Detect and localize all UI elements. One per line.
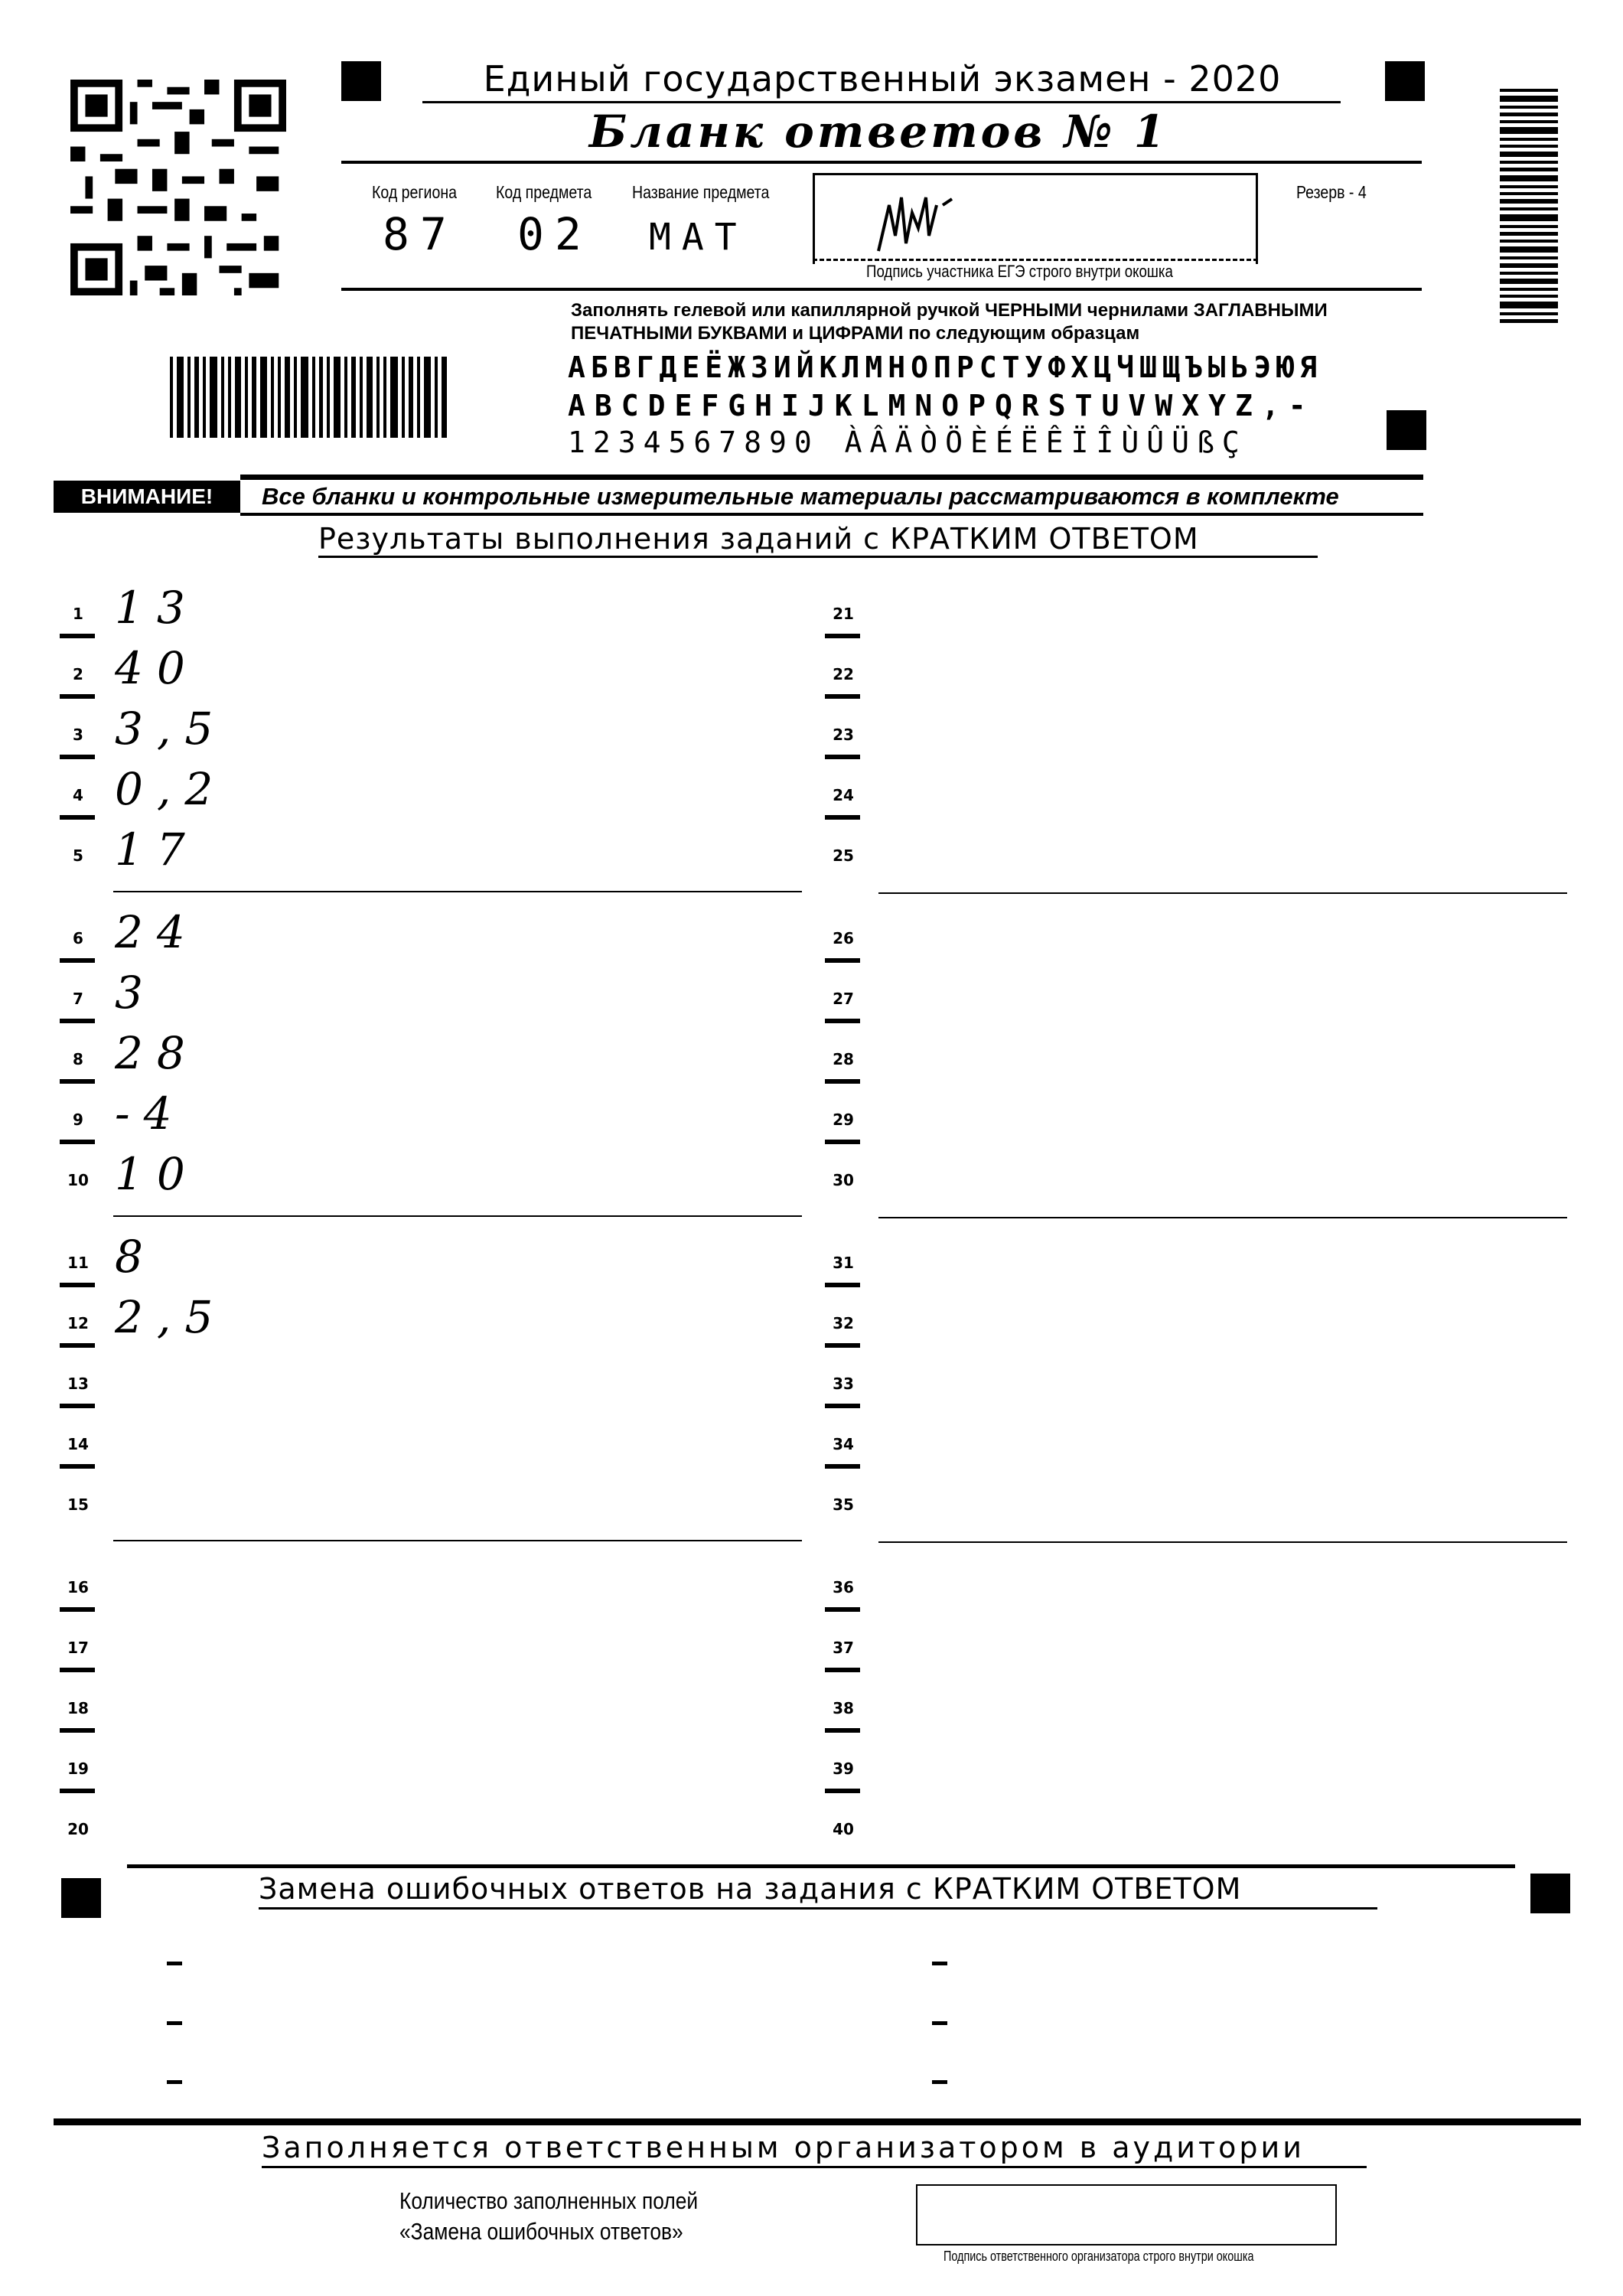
participant-signature-caption: Подпись участника ЕГЭ строго внутри окошка (866, 262, 1173, 281)
replacement-title: Замена ошибочных ответов на задания с КРАТКИМ ОТВЕТОМ (259, 1872, 1242, 1906)
question-separator (60, 1607, 95, 1612)
group-separator-left (113, 1215, 802, 1217)
question-separator (825, 755, 860, 759)
question-number: 7 (73, 990, 83, 1008)
question-separator (825, 634, 860, 638)
question-number: 10 (67, 1171, 89, 1189)
question-number: 22 (833, 665, 854, 683)
question-separator (60, 1404, 95, 1408)
alignment-marker-bottom-right (1530, 1874, 1570, 1913)
form-title: Бланк ответов № 1 (588, 106, 1168, 158)
answer-field[interactable]: 3,5 (115, 703, 227, 755)
question-separator (825, 1404, 860, 1408)
question-number: 12 (67, 1314, 89, 1332)
replacement-field-2[interactable] (167, 2021, 182, 2025)
subject-code-label: Код предмета (496, 182, 592, 202)
question-separator (825, 1789, 860, 1793)
alignment-marker-mid-right (1387, 410, 1426, 450)
organizer-rule (54, 2118, 1581, 2125)
answer-field[interactable]: 8 (115, 1231, 157, 1283)
question-separator (825, 815, 860, 820)
question-separator (825, 1019, 860, 1023)
answer-field[interactable]: 2,5 (115, 1291, 227, 1343)
question-separator (825, 1140, 860, 1144)
replacement-field-1[interactable] (167, 1962, 182, 1965)
question-separator (60, 1283, 95, 1287)
short-answers-title: Результаты выполнения заданий с КРАТКИМ ОТВЕТОМ (318, 522, 1199, 556)
question-number: 31 (833, 1254, 854, 1272)
question-separator (60, 1728, 95, 1733)
answer-field[interactable]: -4 (115, 1088, 186, 1140)
organizer-signature-caption: Подпись ответственного организатора строго внутри окошка (943, 2249, 1254, 2264)
question-separator (825, 1607, 860, 1612)
question-separator (60, 1343, 95, 1348)
sample-cyrillic: АБВГДЕЁЖЗИЙКЛМНОПРСТУФХЦЧШЩЪЫЬЭЮЯ (568, 351, 1322, 384)
question-number: 21 (833, 605, 854, 623)
answer-field[interactable]: 13 (115, 582, 199, 634)
replacement-count-label-2: «Замена ошибочных ответов» (399, 2218, 683, 2245)
answer-field[interactable]: 24 (115, 906, 199, 958)
question-separator (825, 1464, 860, 1469)
question-number: 35 (833, 1495, 854, 1514)
attention-rule-top (240, 475, 1423, 480)
replacement-field-5[interactable] (932, 2021, 947, 2025)
replacement-count-label-1: Количество заполненных полей (399, 2187, 699, 2214)
question-number: 37 (833, 1639, 854, 1657)
sample-latin: ABCDEFGHIJKLMNOPQRSTUVWXYZ,- (568, 389, 1315, 422)
question-separator (825, 1079, 860, 1084)
qr-code-icon (70, 77, 286, 298)
question-number: 38 (833, 1699, 854, 1717)
header-rule-top (341, 161, 1422, 164)
question-number: 16 (67, 1578, 89, 1596)
reserve-label: Резерв - 4 (1296, 182, 1367, 202)
organizer-title: Заполняется ответственным организатором в аудитории (262, 2131, 1305, 2164)
question-number: 5 (73, 846, 83, 865)
question-number: 13 (67, 1375, 89, 1393)
question-number: 2 (73, 665, 83, 683)
replacement-field-3[interactable] (167, 2080, 182, 2084)
question-number: 20 (67, 1820, 89, 1838)
region-code-value[interactable]: 87 (383, 208, 458, 260)
question-number: 1 (73, 605, 83, 623)
group-separator-left (113, 891, 802, 892)
question-number: 15 (67, 1495, 89, 1514)
question-separator (60, 815, 95, 820)
question-number: 25 (833, 846, 854, 865)
question-number: 40 (833, 1820, 854, 1838)
organizer-title-underline (262, 2166, 1367, 2168)
question-separator (60, 1140, 95, 1144)
replacement-title-underline (259, 1907, 1377, 1910)
question-number: 29 (833, 1110, 854, 1129)
question-number: 27 (833, 990, 854, 1008)
participant-signature (872, 182, 979, 262)
question-number: 18 (67, 1699, 89, 1717)
replacement-rule-top (127, 1864, 1515, 1868)
sample-digits: 1234567890 ÀÂÄÒÖÈÉËÊÏÎÙÛÜßÇ (568, 426, 1247, 459)
question-separator (825, 694, 860, 699)
question-number: 36 (833, 1578, 854, 1596)
header-rule-bottom (341, 288, 1422, 291)
short-answers-title-underline (318, 556, 1318, 558)
group-separator-right (878, 892, 1567, 894)
answer-field[interactable]: 28 (115, 1027, 199, 1079)
question-separator (825, 1283, 860, 1287)
instructions-line-1: Заполнять гелевой или капиллярной ручкой ЧЕРНЫМИ чернилами ЗАГЛАВНЫМИ (571, 300, 1328, 321)
answer-field[interactable]: 40 (115, 642, 199, 694)
question-number: 28 (833, 1050, 854, 1068)
organizer-signature-box[interactable] (916, 2184, 1337, 2245)
attention-badge: ВНИМАНИЕ! (54, 481, 240, 513)
question-separator (825, 1728, 860, 1733)
question-number: 4 (73, 786, 83, 804)
question-number: 19 (67, 1760, 89, 1778)
question-separator (60, 1789, 95, 1793)
question-number: 30 (833, 1171, 854, 1189)
attention-text: Все бланки и контрольные измерительные материалы рассматриваются в комплекте (262, 483, 1339, 510)
question-number: 8 (73, 1050, 83, 1068)
question-separator (60, 755, 95, 759)
subject-name-label: Название предмета (632, 182, 770, 202)
answer-field[interactable]: 17 (115, 823, 199, 876)
question-number: 17 (67, 1639, 89, 1657)
answer-field[interactable]: 10 (115, 1148, 199, 1200)
question-number: 23 (833, 726, 854, 744)
question-separator (60, 1079, 95, 1084)
alignment-marker-top-left (341, 61, 381, 101)
answer-field[interactable]: 0,2 (115, 763, 227, 815)
exam-title: Единый государственный экзамен - 2020 (483, 58, 1282, 99)
question-number: 6 (73, 929, 83, 947)
question-separator (60, 1668, 95, 1672)
question-separator (60, 634, 95, 638)
question-separator (825, 958, 860, 963)
question-number: 3 (73, 726, 83, 744)
question-number: 9 (73, 1110, 83, 1129)
replacement-field-6[interactable] (932, 2080, 947, 2084)
attention-rule-bottom (240, 513, 1423, 516)
subject-name-value[interactable]: МАТ (649, 216, 748, 259)
question-number: 39 (833, 1760, 854, 1778)
region-code-label: Код региона (372, 182, 458, 202)
subject-code-value[interactable]: 02 (517, 208, 592, 260)
question-number: 11 (67, 1254, 89, 1272)
group-separator-right (878, 1541, 1567, 1543)
question-separator (60, 694, 95, 699)
instructions-line-2: ПЕЧАТНЫМИ БУКВАМИ и ЦИФРАМИ по следующим образцам (571, 323, 1140, 344)
question-separator (60, 958, 95, 963)
question-number: 26 (833, 929, 854, 947)
question-number: 34 (833, 1435, 854, 1453)
alignment-marker-bottom-left (61, 1878, 101, 1918)
group-separator-right (878, 1217, 1567, 1218)
question-separator (60, 1464, 95, 1469)
question-separator (60, 1019, 95, 1023)
alignment-marker-top-right (1385, 61, 1425, 101)
replacement-field-4[interactable] (932, 1962, 947, 1965)
question-number: 33 (833, 1375, 854, 1393)
title-underline (422, 101, 1341, 103)
question-number: 24 (833, 786, 854, 804)
answer-field[interactable]: 3 (115, 967, 157, 1019)
barcode (170, 357, 451, 438)
vertical-barcode (1500, 89, 1558, 327)
question-number: 14 (67, 1435, 89, 1453)
question-separator (825, 1668, 860, 1672)
question-separator (825, 1343, 860, 1348)
question-number: 32 (833, 1314, 854, 1332)
group-separator-left (113, 1540, 802, 1541)
